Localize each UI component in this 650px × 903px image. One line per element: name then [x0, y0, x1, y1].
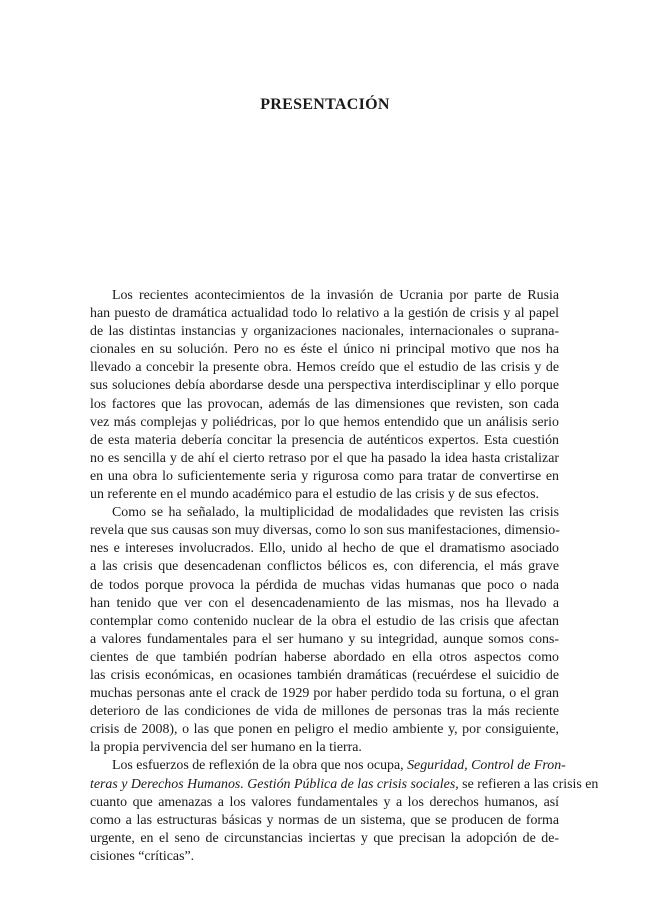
text-line: Como se ha señalado, la multiplicidad de modalidades que revisten las crisis [112, 505, 559, 521]
paragraph-1 [90, 287, 559, 504]
text-line: un referente en el mundo académico para el estudio de las crisis y de sus efectos. [90, 487, 539, 503]
text-line: vez más complejas y poliédricas, por lo que hemos entendido que un análisis serio [90, 414, 559, 430]
paragraph-2 [90, 504, 559, 757]
text-line: Los recientes acontecimientos de la invasión de Ucrania por parte de Rusia [112, 288, 559, 303]
text-line: han puesto de dramática actualidad todo lo relativo a la gestión de crisis y al papel [90, 306, 559, 322]
text-run: , se refieren a las crisis en [455, 776, 599, 792]
text-line: revela que sus causas son muy diversas, como lo son sus manifestaciones, dimensio- [90, 523, 560, 539]
text-line: a las crisis que desencadenan conflictos bélicos es, con diferencia, el más grave [90, 559, 559, 575]
text-line: a valores fundamentales para el ser humano y su integridad, aunque somos cons- [90, 631, 559, 647]
text-line: deterioro de las condiciones de vida de millones de personas tras la más reciente [90, 704, 559, 720]
text-line: en una obra lo suficientemente seria y rigurosa como para tratar de convertirse en [90, 468, 559, 484]
text-line: de esta materia debería concitar la presencia de auténticos expertos. Esta cuestión [90, 432, 559, 448]
text-line: nes e intereses involucrados. Ello, unido al hecho de que el dramatismo asociado [90, 541, 559, 557]
text-line: de todos porque provoca la pérdida de muchas vidas humanas que poco o nada [90, 577, 559, 593]
text-line: la propia pervivencia del ser humano en la tierra. [90, 740, 362, 756]
text-line: como a las estructuras básicas y normas de un sistema, que se producen de forma [90, 812, 559, 828]
text-line: cientes de que también podrían haberse abordado en ella otros aspectos como [90, 649, 559, 665]
text-line [90, 757, 566, 775]
book-title-italic: teras y Derechos Humanos. Gestión Pública de las crisis sociales [90, 776, 456, 792]
text-line [90, 776, 599, 794]
text-line: de las distintas instancias y organizaciones nacionales, internacionales o suprana- [90, 324, 559, 340]
text-line: contemplar como contenido nuclear de la obra el estudio de las crisis que afectan [90, 613, 559, 629]
text-line: cuanto que amenazas a los valores fundamentales y a los derechos humanos, así [90, 794, 559, 810]
text-line: crisis de 2008), o las que ponen en peligro el medio ambiente y, por consiguiente, [90, 722, 559, 738]
text-line: urgente, en el seno de circunstancias inciertas y que precisan la adopción de de- [90, 830, 559, 846]
text-line: cionales en su solución. Pero no es éste el único ni principal motivo que nos ha [90, 342, 559, 358]
text-line: las crisis económicas, en ocasiones también dramáticas (recuérdese el suicidio de [90, 667, 559, 683]
text-line: han tenido que ver con el desencadenamiento de las mismas, nos ha llevado a [90, 595, 559, 611]
text-line: no es sencilla y de ahí el cierto retraso por el que ha pasado la idea hasta cristalizar [90, 450, 559, 466]
paragraph-3 [90, 757, 599, 866]
book-title-italic: Seguridad, Control de Fron- [407, 758, 566, 774]
text-line: los factores que las provocan, además de las dimensiones que revisten, son cada [90, 396, 559, 412]
text-line: llevado a concebir la presente obra. Hemos creído que el estudio de las crisis y de [90, 360, 559, 376]
text-line: cisiones “críticas”. [90, 848, 195, 864]
text-line: sus soluciones debía abordarse desde una perspectiva interdisciplinar y ello porque [90, 378, 559, 394]
text-line: muchas personas ante el crack de 1929 por haber perdido toda su fortuna, o el gran [90, 686, 559, 702]
text-run: Los esfuerzos de reflexión de la obra que nos ocupa, [112, 758, 408, 774]
body-text [90, 287, 599, 866]
page-title: PRESENTACIÓN [260, 96, 390, 113]
